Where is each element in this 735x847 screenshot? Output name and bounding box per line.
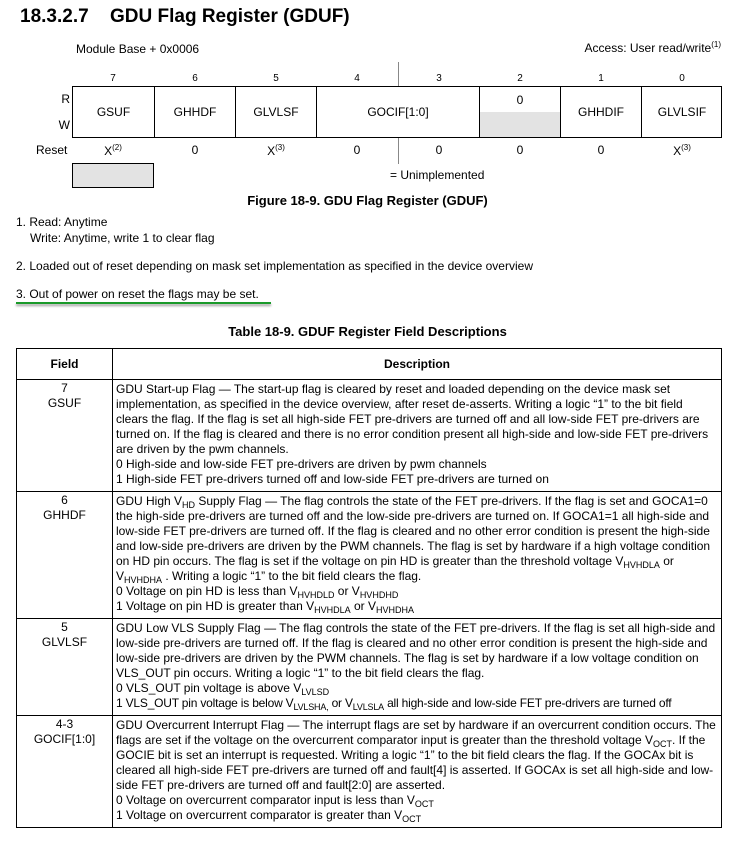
description-cell: GDU High $V_{HD}$ Supply Flag — The flag controls the state of the FET pre-drivers. If the flag is set and GOCA1=0 the high-side pre-drivers are turned off and the low-side pre-drivers are turned on. If GOCA1=1 all high-side and low-side FET pre-drivers are turned off. If the flag is cleared and no other error condition is present the high-side and low-side pre-drivers are driven by the PWM channels. The flag is set by hardware if a high voltage condition on HD pin occurs. The flag is set if the voltage on pin HD is greater than the threshold voltage $V_{HVHDLA}$ or $V_{HVHDHA}$ . Writing a logic “1” to the bit field clears the flag. 0 Voltage on pin HD is less than $V_{HVHDLD}$ or $V_{HVHDHD}$ 1 Voltage on pin HD is greater than $V_{HVHDLA}$ or $V_{HVHDHA}$	[113, 492, 722, 619]
field-cell: 7 GSUF	[17, 380, 113, 492]
bit-number-0: 0	[679, 73, 685, 84]
figure-caption: Figure 18-9. GDU Flag Register (GDUF)	[247, 193, 488, 208]
access-footnote: (1)	[711, 40, 721, 49]
reset-value-bit5: $X^{(3)}$	[267, 143, 285, 158]
value-0-description: 0 VLS_OUT pin voltage is above $V_{LVLSD}$	[116, 681, 330, 697]
description-cell: GDU Low VLS Supply Flag — The flag controls the state of the FET pre-drivers. If the flag is set all high-side and low-side pre-drivers are turned off. If the flag is cleared and no other error condition is present the high-side and low-side pre-drivers are driven by the PWM channels. The flag is set by hardware if a low voltage condition on VLS_OUT pin occurs. Writing a logic “1” to the bit field clears the flag. 0 VLS_OUT pin voltage is above $V_{LVLSD}$ 1 VLS_OUT pin voltage is below $V_{LVLSHA,}$ or $V_{LVLSLA}$ all high-side and low-side FET pre-drivers are turned off	[113, 619, 722, 716]
access-label: Access: User read/write$^{(1)}$	[584, 40, 721, 55]
section-heading	[20, 6, 350, 28]
reset-value-bit0: $X^{(3)}$	[673, 143, 691, 158]
note-3: 3. Out of power on reset the flags may be set.	[16, 287, 259, 301]
bit-number-6: 6	[192, 73, 198, 84]
table-row-glvlsf	[17, 619, 722, 716]
table-header-row	[17, 349, 722, 380]
bit-number-2: 2	[517, 73, 523, 84]
bit-number-3: 3	[436, 73, 442, 84]
field-gocif: GOCIF[1:0]	[316, 87, 479, 137]
field-description-table	[16, 348, 722, 828]
write-row-label: W	[58, 118, 70, 132]
reset-row-label: Reset	[36, 143, 68, 157]
value-0-description: 0 Voltage on overcurrent comparator input is less than $V_{OCT}$	[116, 793, 434, 809]
description-column-header: Description	[113, 349, 722, 380]
value-1-description: 1 VLS_OUT pin voltage is below $V_{LVLSHA,}$ or $V_{LVLSLA}$ all high-side and low-side FET pre-drivers are turned off	[116, 696, 672, 712]
reset-value-bit6: 0	[191, 143, 199, 157]
field-glvlsif: GLVLSIF	[641, 87, 722, 137]
value-1-description: 1 High-side FET pre-drivers turned off and low-side FET pre-drivers are turned on	[116, 472, 549, 486]
value-1-description: 1 Voltage on overcurrent comparator is greater than $V_{OCT}$	[116, 808, 422, 824]
bit2-read-value: 0	[480, 87, 560, 113]
reset-value-bit2: 0	[516, 143, 524, 157]
field-cell: 6 GHHDF	[17, 492, 113, 619]
table-row-gocif	[17, 716, 722, 828]
bit-number-5: 5	[273, 73, 279, 84]
field-ghhdif: GHHDIF	[560, 87, 641, 137]
highlight-underline	[16, 302, 271, 304]
bit-number-7: 7	[110, 73, 116, 84]
reset-value-bit4: 0	[353, 143, 361, 157]
bit2-unimplemented-write	[480, 112, 560, 137]
bit-number-4: 4	[354, 73, 360, 84]
reset-value-bit1: 0	[597, 143, 605, 157]
field-bit2-reserved	[479, 87, 560, 137]
note-1-line2: Write: Anytime, write 1 to clear flag	[30, 231, 215, 245]
field-cell: 4-3 GOCIF[1:0]	[17, 716, 113, 828]
field-gsuf: GSUF	[72, 87, 154, 137]
value-0-description: 0 Voltage on pin HD is less than $V_{HVHDLD}$ or $V_{HVHDHD}$	[116, 584, 399, 600]
table-row-ghhdf	[17, 492, 722, 619]
table-row-gsuf	[17, 380, 722, 492]
note-1-line1: 1. Read: Anytime	[16, 215, 108, 229]
reset-value-bit3: 0	[435, 143, 443, 157]
description-cell: GDU Start-up Flag — The start-up flag is cleared by reset and loaded depending on the device mask set implementation, as specified in the device overview, after reset de-asserts. Writing a logic “1” to the bit field clears the flag. If the flag is set all high-side FET pre-drivers are turned off and all low-side FET pre-drivers are turned on. If the flag is cleared and there is no error condition present all high-side and low-side FET pre-drivers are driven by the pwm channels. 0 High-side and low-side FET pre-drivers are driven by pwm channels 1 High-side FET pre-drivers turned off and low-side FET pre-drivers are turned on	[113, 380, 722, 492]
value-0-description: 0 High-side and low-side FET pre-drivers are driven by pwm channels	[116, 457, 487, 471]
reset-value-bit7: $X^{(2)}$	[104, 143, 122, 158]
unimplemented-legend-text: = Unimplemented	[390, 168, 485, 182]
nibble-divider-top	[398, 62, 399, 86]
value-1-description: 1 Voltage on pin HD is greater than $V_{HVHDLA}$ or $V_{HVHDHA}$	[116, 599, 414, 615]
description-cell: GDU Overcurrent Interrupt Flag — The interrupt flags are set by hardware if an overcurrent condition occurs. The flags are set if the voltage on the overcurrent comparator input is greater than the threshold voltage $V_{OCT}$. If the GOCIE bit is set an interrupt is requested. Writing a logic “1” to the bit field clears the flag. If the GOCAx bit is cleared all high-side FET pre-drivers are turned off and fault[4] is asserted. If GOCAx is set all high-side and low-side FET pre-drivers are turned off and fault[2:0] are asserted. 0 Voltage on overcurrent comparator input is less than $V_{OCT}$ 1 Voltage on overcurrent comparator is greater than $V_{OCT}$	[113, 716, 722, 828]
register-diagram	[72, 86, 722, 138]
bit-number-1: 1	[598, 73, 604, 84]
field-glvlsf: GLVLSF	[235, 87, 316, 137]
field-column-header: Field	[17, 349, 113, 380]
module-base-label: Module Base + 0x0006	[76, 42, 200, 56]
note-2: 2. Loaded out of reset depending on mask set implementation as specified in the device overview	[16, 259, 533, 273]
field-ghhdf: GHHDF	[154, 87, 235, 137]
section-title: GDU Flag Register (GDUF)	[110, 6, 350, 27]
field-cell: 5 GLVLSF	[17, 619, 113, 716]
section-number: 18.3.2.7	[20, 6, 89, 27]
unimplemented-legend-swatch	[72, 163, 154, 188]
table-caption: Table 18-9. GDUF Register Field Descriptions	[228, 324, 507, 339]
read-row-label: R	[61, 92, 70, 106]
